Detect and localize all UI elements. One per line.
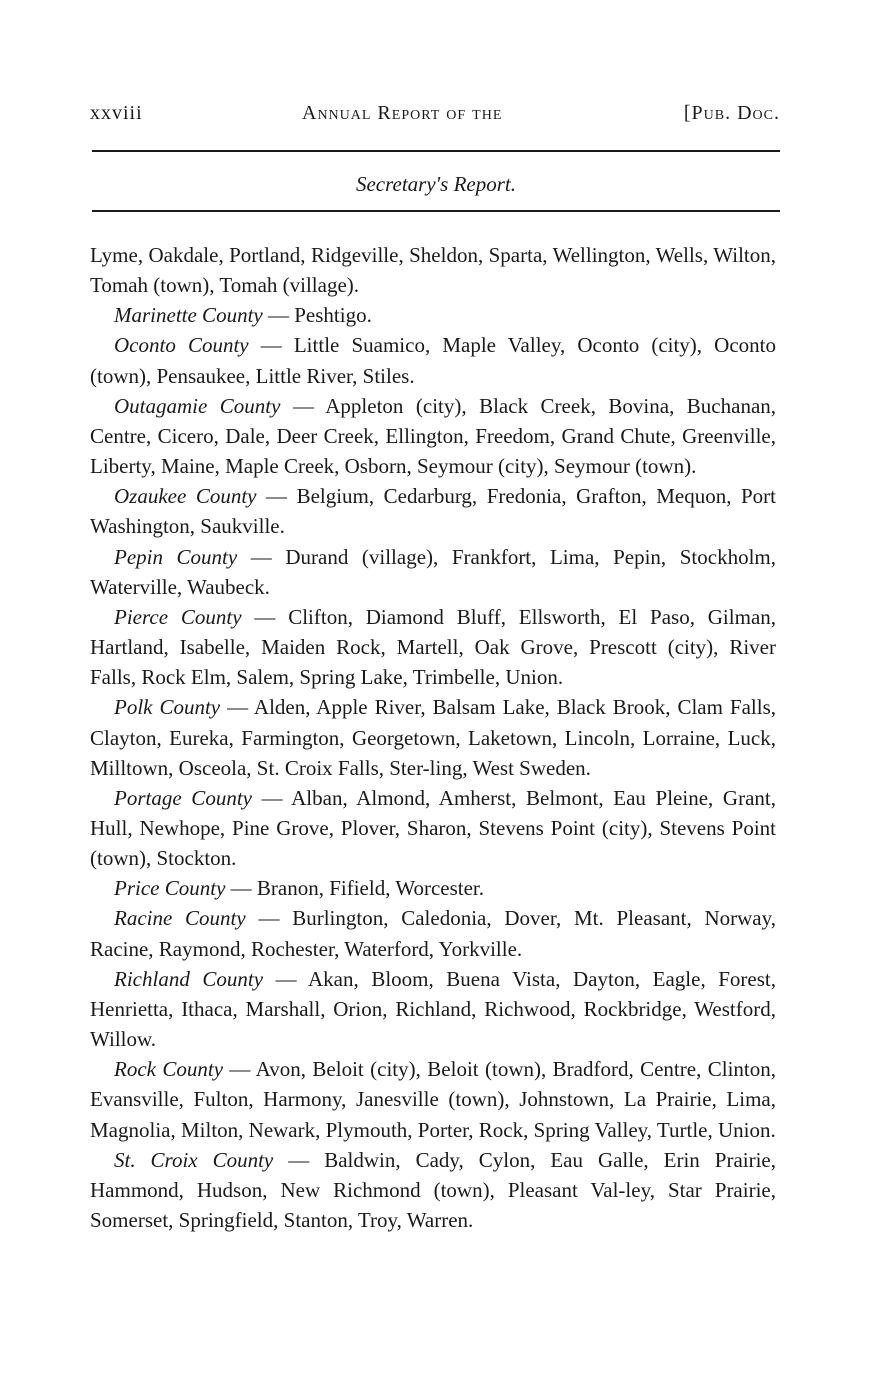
town-list: Akan, Bloom, Buena Vista, Dayton, Eagle, Forest, Henrietta, Ithaca, Marshall, Orion, Richland, Richwood, Rockbridge, Westford, Willow. [90, 966, 777, 1052]
county-name: Pierce County [114, 604, 242, 629]
dash-separator: — [280, 393, 326, 418]
town-list: Durand (village), Frankfort, Lima, Pepin, Stockholm, Waterville, Waubeck. [90, 544, 776, 599]
dash-separator: — [262, 303, 295, 328]
county-name: St. Croix County [114, 1147, 274, 1172]
county-entry-st-croix [90, 1145, 776, 1235]
county-entry-pierce [90, 602, 776, 692]
county-name: Richland County [114, 966, 264, 991]
town-list: Baldwin, Cady, Cylon, Eau Galle, Erin Prairie, Hammond, Hudson, New Richmond (town), Pleasant Val-ley, Star Prairie, Somerset, Springfield, Stanton, Troy, Warren. [90, 1147, 776, 1232]
county-entry-outagamie [90, 391, 776, 481]
section-subtitle: Secretary's Report. [355, 172, 516, 196]
dash-separator: — [251, 785, 292, 810]
town-list: Clifton, Diamond Bluff, Ellsworth, El Paso, Gilman, Hartland, Isabelle, Maiden Rock, Martell, Oak Grove, Prescott (city), River Falls, Rock Elm, Salem, Spring Lake, Trimbelle, Union. [90, 604, 777, 690]
county-name: Marinette County [114, 303, 263, 328]
dash-separator: — [273, 1147, 325, 1172]
county-entry-price [90, 873, 776, 903]
running-header [90, 102, 780, 132]
town-list: Peshtigo. [294, 303, 372, 328]
dash-separator: — [256, 484, 297, 509]
county-entry-rock [90, 1054, 776, 1144]
town-list: Branon, Fifield, Worcester. [256, 876, 485, 901]
town-list: Appleton (city), Black Creek, Bovina, Buchanan, Centre, Cicero, Dale, Deer Creek, Ellington, Freedom, Grand Chute, Greenville, Liberty, Maine, Maple Creek, Osborn, Seymour (city), Seymour (town). [90, 393, 777, 479]
town-list: Alban, Almond, Amherst, Belmont, Eau Pleine, Grant, Hull, Newhope, Pine Grove, Plover, Sharon, Stevens Point (city), Stevens Point (town), Stockton. [90, 785, 776, 871]
dash-separator: — [241, 604, 289, 629]
county-entry-racine [90, 903, 776, 963]
town-list: Burlington, Caledonia, Dover, Mt. Pleasant, Norway, Racine, Raymond, Rochester, Waterford, Yorkville. [90, 906, 777, 961]
county-name: Ozaukee County [114, 484, 257, 509]
dash-separator: — [248, 333, 294, 358]
county-entry-pepin [90, 542, 776, 602]
page-number: xxviii [90, 102, 143, 124]
town-list: Little Suamico, Maple Valley, Oconto (city), Oconto (town), Pensaukee, Little River, Stiles. [90, 333, 776, 388]
dash-separator: — [237, 544, 286, 569]
running-title: Annual Report of the [302, 102, 503, 124]
town-list: Belgium, Cedarburg, Fredonia, Grafton, Mequon, Port Washington, Saukville. [90, 484, 777, 539]
county-name: Racine County [114, 906, 246, 931]
continuation-paragraph: Lyme, Oakdale, Portland, Ridgeville, Sheldon, Sparta, Wellington, Wells, Wilton, Tomah (town), Tomah (village). [90, 243, 776, 298]
county-entry-richland [90, 964, 776, 1054]
header-rule-bottom [92, 210, 780, 212]
town-list: Avon, Beloit (city), Beloit (town), Bradford, Centre, Clinton, Evansville, Fulton, Harmony, Janesville (town), Johnstown, La Prairie, Lima, Magnolia, Milton, Newark, Plymouth, Porter, Rock, Spring Valley, Turtle, Union. [90, 1057, 776, 1142]
header-rule-top [92, 150, 780, 152]
county-name: Oconto County [114, 333, 249, 358]
town-list: Alden, Apple River, Balsam Lake, Black Brook, Clam Falls, Clayton, Eureka, Farmington, Georgetown, Laketown, Lincoln, Lorraine, Luck, Milltown, Osceola, St. Croix Falls, Ster-ling, West Sweden. [90, 695, 777, 780]
county-name: Polk County [114, 695, 221, 720]
dash-separator: — [220, 695, 254, 720]
dash-separator: — [225, 876, 257, 901]
dash-separator: — [263, 966, 309, 991]
county-town-list [90, 240, 776, 1235]
county-entry-polk [90, 692, 776, 782]
county-entry-oconto [90, 330, 776, 390]
dash-separator: — [223, 1057, 256, 1082]
document-designation: [Pub. Doc. [683, 102, 780, 124]
county-name: Pepin County [114, 544, 238, 569]
county-name: Outagamie County [114, 393, 281, 418]
dash-separator: — [245, 906, 293, 931]
county-name: Portage County [114, 785, 252, 810]
county-entry-marinette [90, 300, 776, 330]
county-name: Price County [114, 876, 226, 901]
county-entry-portage [90, 783, 776, 873]
county-entry-ozaukee [90, 481, 776, 541]
county-name: Rock County [114, 1057, 224, 1082]
